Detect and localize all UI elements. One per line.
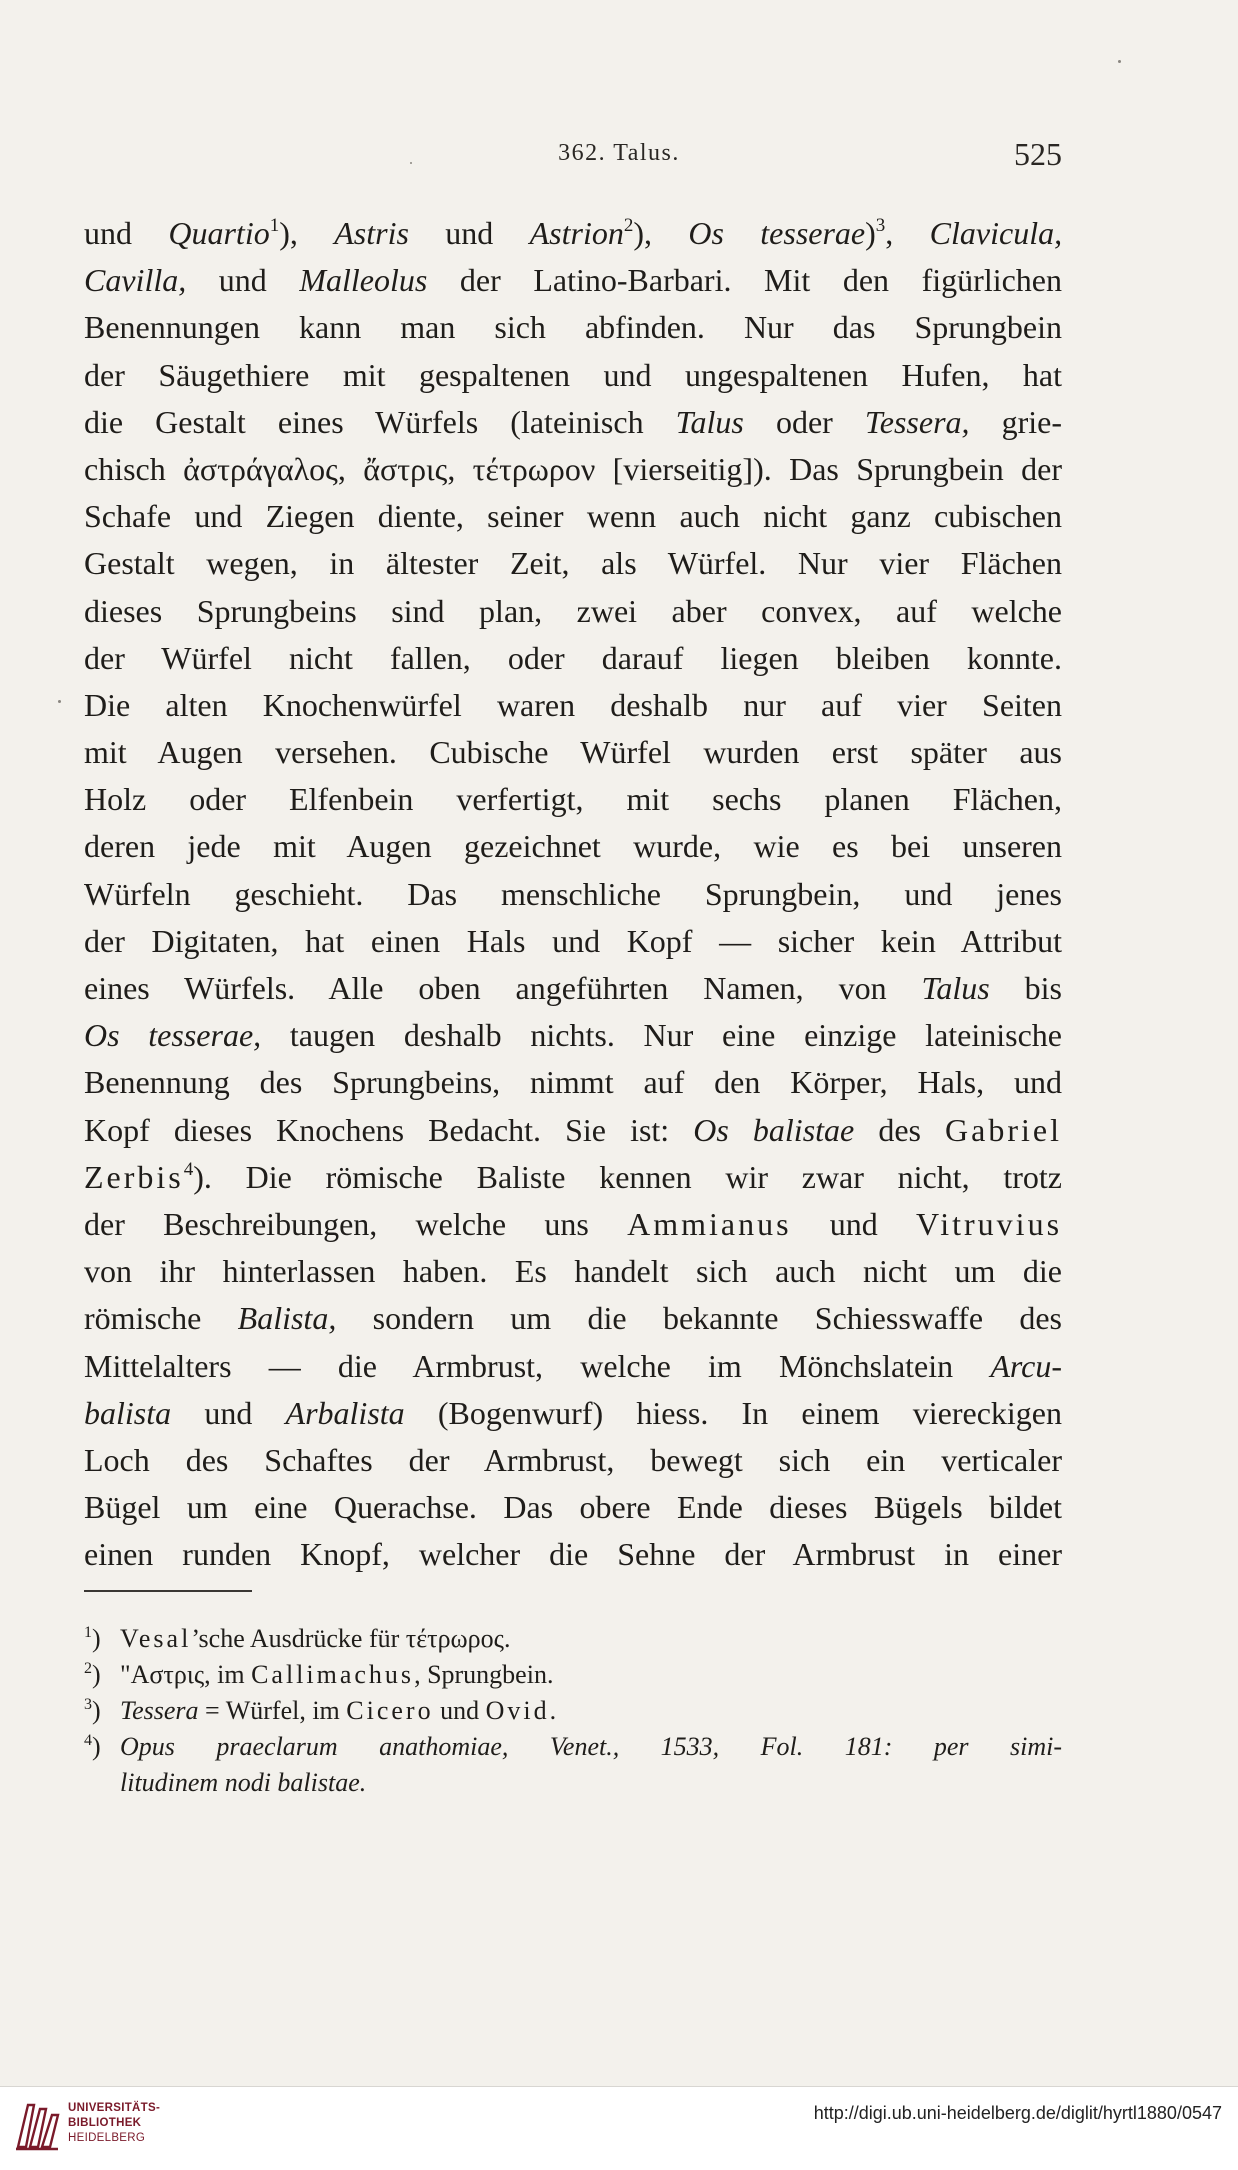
text-line — [84, 1248, 1062, 1295]
library-name-line3: HEIDELBERG — [68, 2132, 146, 2144]
italic-term: Astrion — [529, 215, 624, 251]
text-run: ) — [865, 215, 876, 251]
spaced-name: Zerbis — [84, 1158, 184, 1195]
footnote — [120, 1765, 1062, 1801]
italic-term: Tessera, — [864, 403, 970, 440]
text-run: Würfeln geschieht. Das menschliche Sprungbein, und jenes — [84, 875, 1062, 912]
text-run: der Würfel nicht fallen, oder darauf liegen bleiben konnte. — [84, 639, 1062, 676]
italic-term: Quartio — [168, 215, 270, 251]
page-number: 525 — [1014, 136, 1062, 172]
text-line — [84, 1059, 1062, 1106]
footnote-number: 1 — [84, 1624, 92, 1641]
text-line — [84, 493, 1062, 540]
text-line — [84, 1012, 1062, 1059]
text-line — [84, 1484, 1062, 1531]
text-line — [84, 257, 1062, 304]
text-run: Bügel um eine Querachse. Das obere Ende dieses Bügels bildet — [84, 1489, 1062, 1526]
text-run: der Beschreibungen, welche uns — [84, 1205, 628, 1242]
text-run: Kopf dieses Knochens Bedacht. Sie ist: — [84, 1111, 694, 1148]
text-line — [84, 352, 1062, 399]
footnote-number: 3 — [84, 1696, 92, 1713]
library-name — [68, 2101, 160, 2146]
text-run: Benennung des Sprungbeins, nimmt auf den Körper, Hals, und — [84, 1064, 1062, 1101]
body-text — [84, 210, 1062, 1578]
italic-term: Clavicula, — [929, 215, 1063, 251]
italic-term: litudinem nodi balistae. — [120, 1768, 367, 1797]
text-run: oder — [743, 403, 865, 440]
italic-term: Balista, — [237, 1300, 337, 1337]
spaced-name: Gabriel — [945, 1111, 1062, 1148]
footnotes — [84, 1621, 1062, 1801]
text-run: taugen deshalb nichts. Nur eine einzige lateinische — [261, 1017, 1063, 1054]
text-line — [84, 1201, 1062, 1248]
paper-speck — [1118, 60, 1121, 63]
spaced-name: Callimachus — [251, 1660, 415, 1689]
text-run: eines Würfels. Alle oben angeführten Namen, von — [84, 970, 922, 1006]
text-run: (Bogenwurf) hiess. In einem viereckigen — [404, 1394, 1063, 1431]
text-line — [84, 1295, 1062, 1342]
spaced-name: Ovid — [485, 1696, 550, 1725]
text-run: ), — [279, 215, 335, 251]
text-run: ). Die römische Baliste kennen wir zwar nicht, trotz — [193, 1158, 1062, 1195]
text-line — [84, 1531, 1062, 1578]
text-run: = Würfel, im — [198, 1696, 347, 1725]
footnote-marker: $^3$) — [84, 1696, 101, 1725]
text-line — [84, 446, 1062, 493]
text-run: einen runden Knopf, welcher die Sehne der Armbrust in einer — [84, 1536, 1062, 1573]
text-run: mit Augen versehen. Cubische Würfel wurden erst später aus — [84, 734, 1062, 771]
text-line — [84, 1107, 1062, 1154]
text-line — [84, 965, 1062, 1012]
footnote-number: 4 — [84, 1732, 92, 1749]
text-run: Holz oder Elfenbein verfertigt, mit sechs planen Flächen, — [84, 781, 1062, 818]
footnote-reference: 4 — [183, 1158, 194, 1180]
text-run: grie- — [969, 403, 1063, 440]
footnote-number: 2 — [84, 1660, 92, 1677]
text-line — [84, 729, 1062, 776]
text-line — [84, 776, 1062, 823]
text-run: bis — [989, 970, 1063, 1006]
footnote-marker: $^4$) — [84, 1732, 101, 1761]
text-line — [84, 918, 1062, 965]
text-run: von ihr hinterlassen haben. Es handelt sich auch nicht um die — [84, 1253, 1062, 1290]
library-name-line1: UNIVERSITÄTS- — [68, 2102, 161, 2114]
text-run: Loch des Schaftes der Armbrust, bewegt sich ein verticaler — [84, 1441, 1062, 1478]
italic-term: Os tesserae, — [84, 1017, 262, 1054]
spaced-name: Vesal — [120, 1624, 192, 1653]
text-run: Benennungen kann man sich abfinden. Nur das Sprungbein — [84, 309, 1062, 346]
text-line — [84, 399, 1062, 446]
italic-term: balista — [84, 1394, 172, 1431]
text-run: sondern um die bekannte Schiesswaffe des — [336, 1300, 1063, 1337]
footnote — [84, 1657, 1062, 1693]
footnote-reference: 2 — [623, 215, 634, 236]
footer-bar — [0, 2086, 1238, 2170]
italic-term: Talus — [675, 403, 744, 440]
text-line — [84, 1437, 1062, 1484]
text-run: Schafe und Ziegen diente, seiner wenn auch nicht ganz cubischen — [84, 498, 1062, 535]
spaced-name: Vitruvius — [916, 1205, 1063, 1242]
text-run: und — [408, 215, 530, 251]
italic-term: Astris — [334, 215, 409, 251]
italic-term: Arcu- — [990, 1347, 1062, 1384]
library-name-line2: BIBLIOTHEK — [68, 2117, 142, 2129]
italic-term: Opus praeclarum anathomiae, Venet., 1533, Fol. 181: per simi- — [120, 1732, 1062, 1761]
paper-speck — [58, 700, 61, 703]
spaced-name: Ammianus — [627, 1205, 792, 1242]
text-line — [84, 635, 1062, 682]
spaced-name: Cicero — [346, 1696, 434, 1725]
footnote-marker: $^2$) — [84, 1660, 101, 1689]
library-logo-icon[interactable] — [12, 2097, 60, 2153]
italic-term: Cavilla, — [84, 262, 187, 299]
text-run: . — [549, 1696, 557, 1725]
text-line — [84, 871, 1062, 918]
text-line — [84, 1343, 1062, 1390]
text-line — [84, 1154, 1062, 1201]
text-run: ’sche Ausdrücke für τέτρωρος. — [191, 1624, 511, 1653]
text-run: der Digitaten, hat einen Hals und Kopf — sicher kein Attribut — [84, 922, 1062, 959]
text-run: chisch ἀστράγαλος, ἄστρις, τέτρωρον [vierseitig]). Das Sprungbein der — [84, 450, 1062, 487]
text-run: und — [791, 1205, 917, 1242]
text-run: Die alten Knochenwürfel waren deshalb nur auf vier Seiten — [84, 686, 1062, 723]
text-run: der Säugethiere mit gespaltenen und ungespaltenen Hufen, hat — [84, 356, 1062, 393]
text-run: Gestalt wegen, in ältester Zeit, als Würfel. Nur vier Flächen — [84, 545, 1062, 582]
text-run: dieses Sprungbeins sind plan, zwei aber convex, auf welche — [84, 592, 1062, 629]
text-run: und — [433, 1696, 486, 1725]
text-run: und — [186, 262, 300, 299]
text-line — [84, 823, 1062, 870]
footnote — [84, 1621, 1062, 1657]
italic-term: Malleolus — [299, 262, 428, 299]
italic-term: Arbalista — [285, 1394, 405, 1431]
text-run: ), — [633, 215, 689, 251]
text-run: Mittelalters — die Armbrust, welche im Mönchslatein — [84, 1347, 991, 1384]
text-run: "Αστρις, im — [120, 1660, 252, 1689]
footnote — [84, 1693, 1062, 1729]
text-line — [84, 540, 1062, 587]
text-run: römische — [84, 1300, 238, 1337]
text-line — [84, 588, 1062, 635]
permalink-url[interactable]: http://digi.ub.uni-heidelberg.de/diglit/hyrtl1880/0547 — [813, 2103, 1222, 2123]
text-line — [84, 304, 1062, 351]
text-run: und — [84, 215, 169, 251]
text-run: , Sprungbein. — [414, 1660, 554, 1689]
text-run: und — [171, 1394, 286, 1431]
text-line — [84, 682, 1062, 729]
text-run: des — [854, 1111, 946, 1148]
footnote-marker: $^1$) — [84, 1624, 101, 1653]
italic-term: Os tesserae — [688, 215, 866, 251]
text-line — [84, 1390, 1062, 1437]
running-title: 362. Talus. — [558, 140, 680, 166]
italic-term: Os balistae — [693, 1111, 855, 1148]
text-run: deren jede mit Augen gezeichnet wurde, wie es bei unseren — [84, 828, 1062, 865]
footnote-reference: 3 — [875, 215, 886, 236]
footnote-divider — [84, 1590, 252, 1592]
italic-term: Tessera — [120, 1696, 199, 1725]
footnote — [84, 1729, 1062, 1765]
italic-term: Talus — [921, 970, 990, 1006]
text-run: die Gestalt eines Würfels (lateinisch — [84, 403, 676, 440]
text-run: der Latino-Barbari. Mit den figürlichen — [427, 262, 1063, 299]
text-run: , — [885, 215, 930, 251]
text-line — [84, 210, 1062, 257]
footnote-reference: 1 — [269, 215, 280, 236]
